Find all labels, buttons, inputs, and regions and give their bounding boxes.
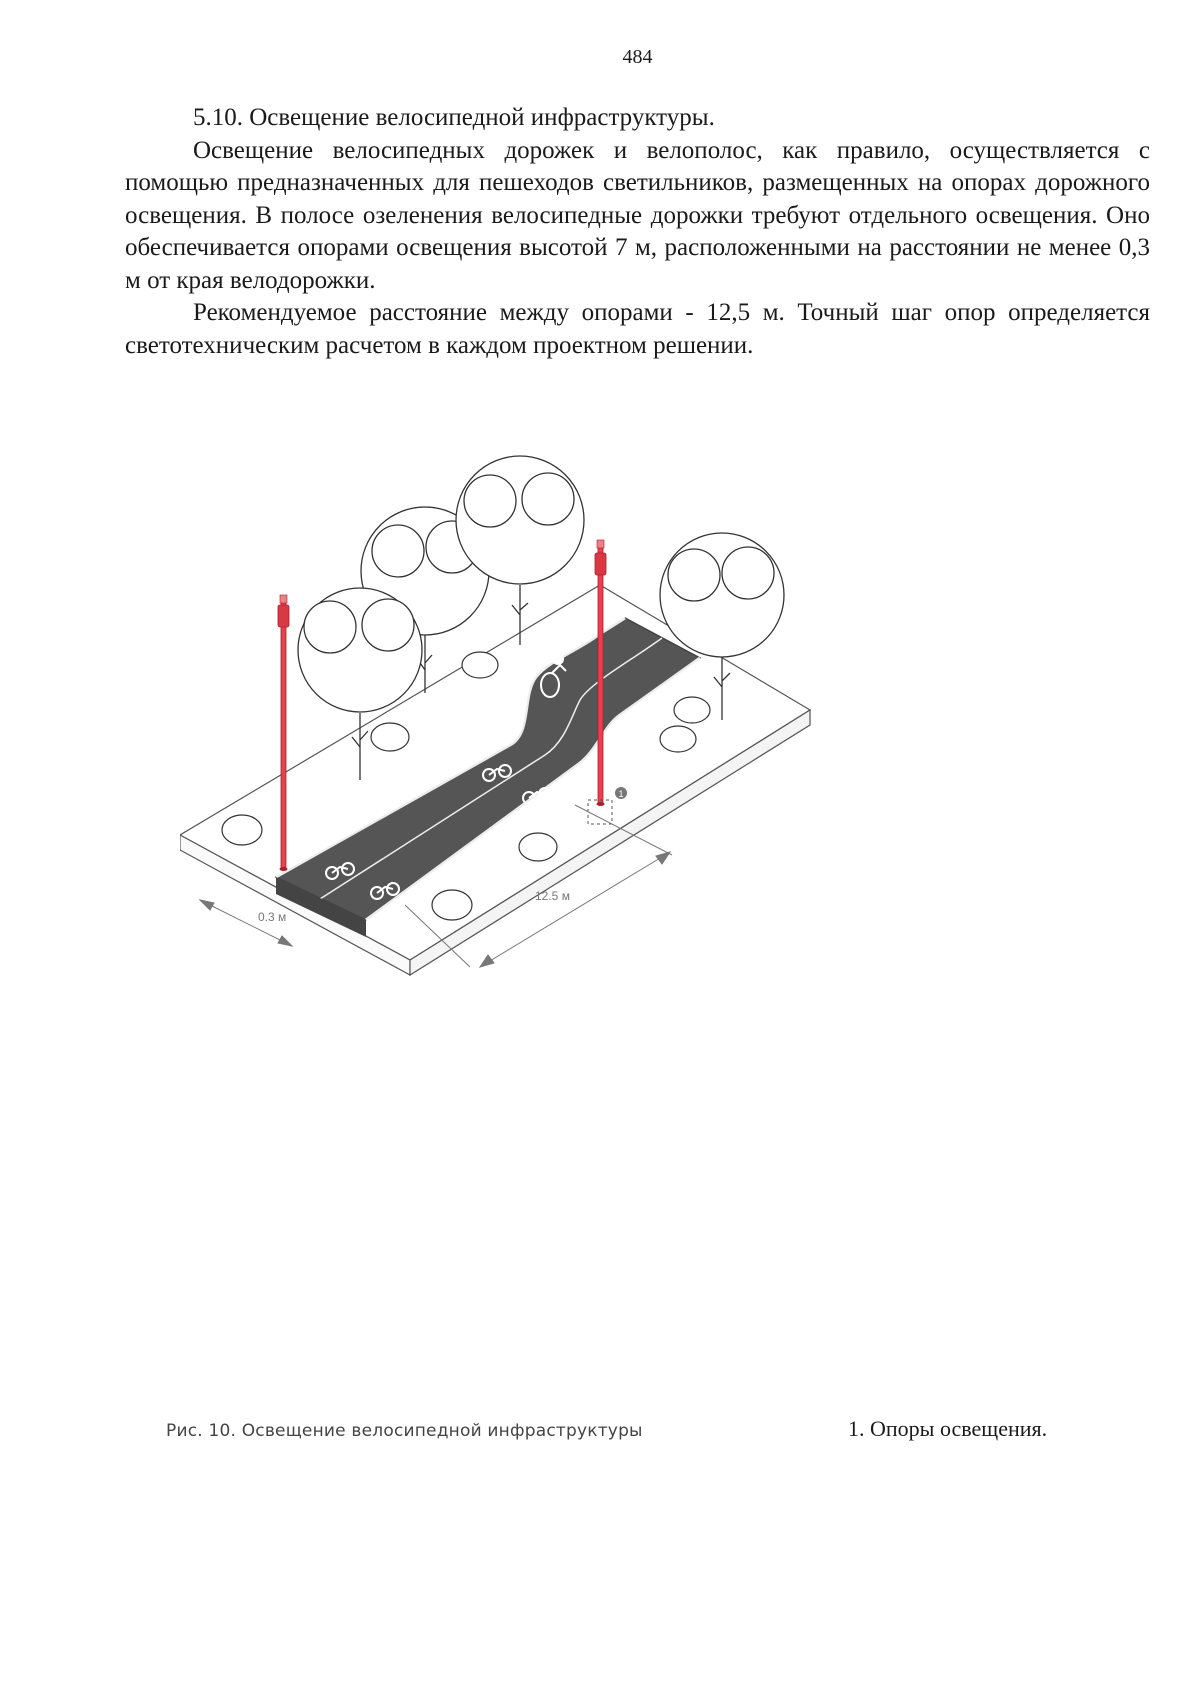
dim-offset-label: 0.3 м <box>258 910 287 924</box>
paragraph-1: Освещение велосипедных дорожек и велополос, как правило, осуществляется с помощью предназначенных для пешеходов светильников, размещенных на опорах дорожного освещения. В полосе озеленения велосипедные дорожки требуют отдельного освещения. Оно обеспечивается опорами освещения высотой 7 м, расположенными на расстоянии не менее 0,3 м от края велодорожки. <box>125 136 1150 294</box>
dim-spacing-label: 12.5 м <box>535 889 570 903</box>
bike-lighting-illustration <box>180 455 940 1075</box>
figure-legend-item: 1. Опоры освещения. <box>848 1416 1048 1441</box>
paragraph-2: Рекомендуемое расстояние между опорами - 12,5 м. Точный шаг опор определяется светотехническим расчетом в каждом проектном решении. <box>125 299 1150 359</box>
body-text <box>125 102 1150 362</box>
marker-number: 1 <box>618 789 624 799</box>
page-number: 484 <box>622 46 653 68</box>
illustration-svg <box>180 455 940 1075</box>
section-heading: 5.10. Освещение велосипедной инфраструктуры. <box>193 104 715 131</box>
figure-caption: Рис. 10. Освещение велосипедной инфраструктуры <box>166 1421 643 1441</box>
